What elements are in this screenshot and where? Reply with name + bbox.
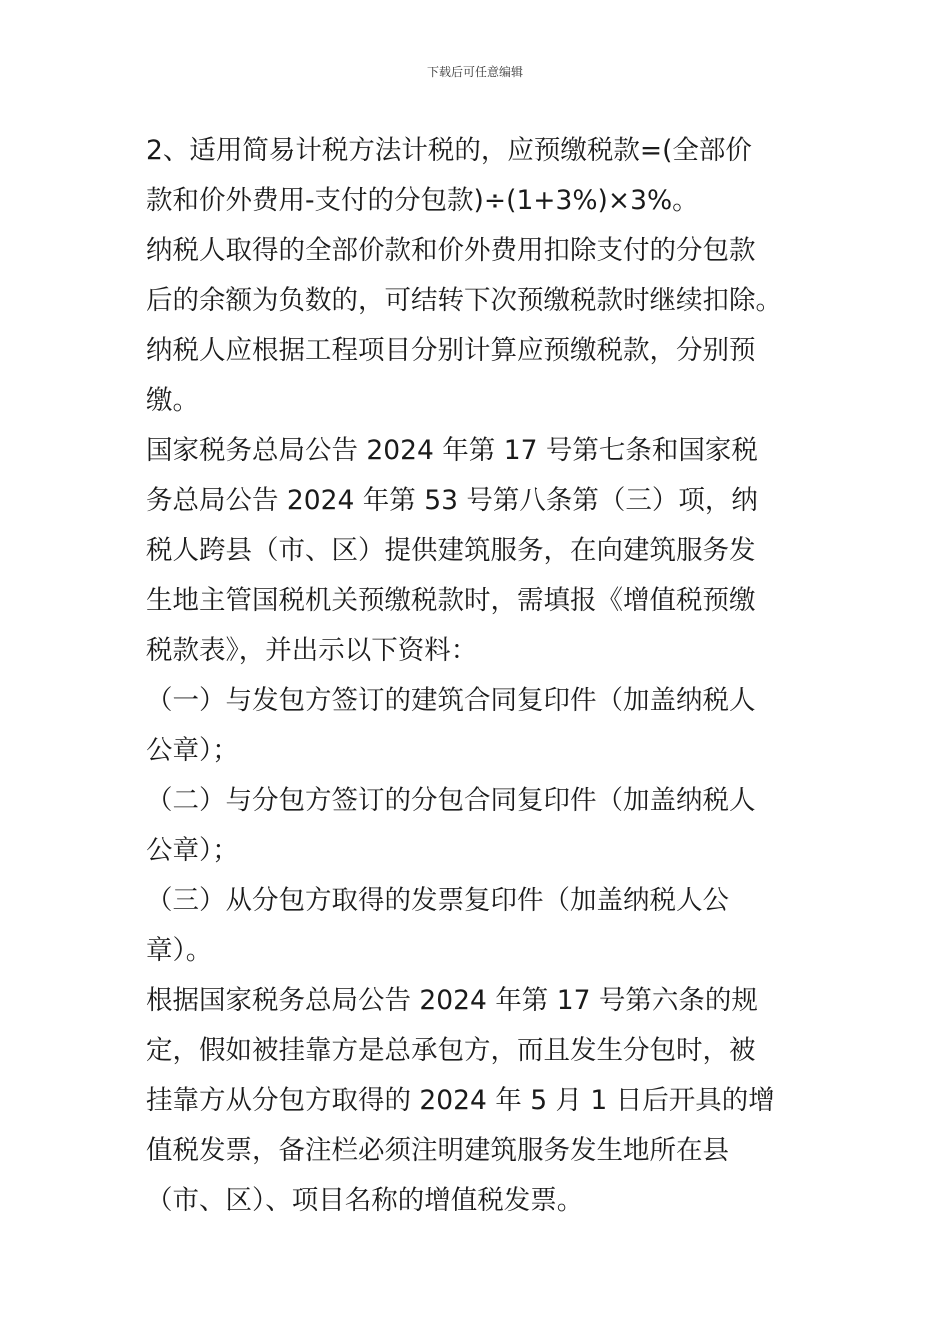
text-line: 挂靠方从分包方取得的 2024 年 5 月 1 日后开具的增	[146, 1085, 775, 1116]
page-header: 下载后可任意编辑	[426, 65, 523, 79]
text-line: 值税发票，备注栏必须注明建筑服务发生地所在县	[146, 1135, 729, 1166]
document-body	[146, 126, 816, 1226]
text-line: （二）与分包方签订的分包合同复印件（加盖纳税人	[146, 785, 756, 816]
text-line: （一）与发包方签订的建筑合同复印件（加盖纳税人	[146, 685, 756, 716]
text-line: 国家税务总局公告 2024 年第 17 号第七条和国家税	[146, 435, 758, 466]
text-line: 后的余额为负数的，可结转下次预缴税款时继续扣除。	[146, 285, 782, 316]
text-line: 根据国家税务总局公告 2024 年第 17 号第六条的规	[146, 985, 758, 1016]
text-line: 生地主管国税机关预缴税款时，需填报《增值税预缴	[146, 585, 756, 616]
text-line: 税款表》，并出示以下资料：	[146, 635, 478, 666]
text-line: 款和价外费用-支付的分包款)÷(1+3%)×3%。	[146, 185, 699, 216]
text-line: 缴。	[146, 385, 199, 416]
text-line: （市、区）、项目名称的增值税发票。	[146, 1185, 584, 1216]
text-line: 公章）；	[146, 835, 239, 866]
text-line: 章）。	[146, 935, 213, 966]
text-line: 务总局公告 2024 年第 53 号第八条第（三）项，纳	[146, 485, 758, 516]
text-line: 公章）；	[146, 735, 239, 766]
text-line: （三）从分包方取得的发票复印件（加盖纳税人公	[146, 885, 729, 916]
text-line: 2、适用简易计税方法计税的，应预缴税款=(全部价	[146, 135, 752, 166]
text-line: 纳税人取得的全部价款和价外费用扣除支付的分包款	[146, 235, 756, 266]
text-line: 定，假如被挂靠方是总承包方，而且发生分包时，被	[146, 1035, 756, 1066]
text-line: 纳税人应根据工程项目分别计算应预缴税款，分别预	[146, 335, 756, 366]
text-line: 税人跨县（市、区）提供建筑服务，在向建筑服务发	[146, 535, 756, 566]
